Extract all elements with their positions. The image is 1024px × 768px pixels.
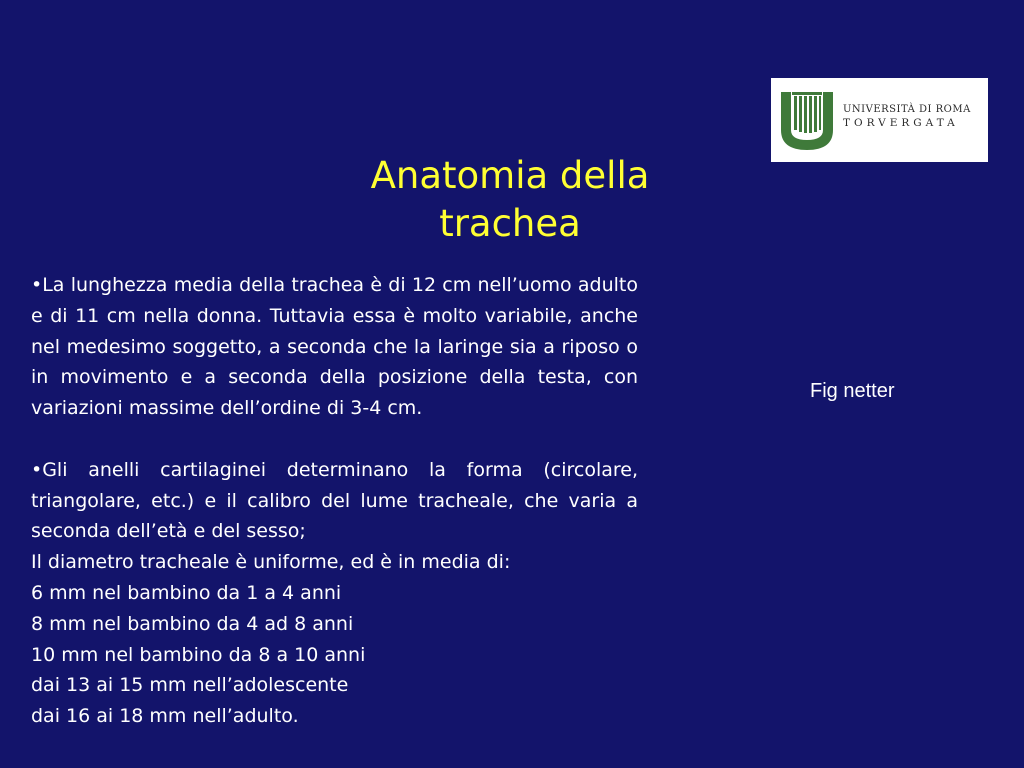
diameter-item: 6 mm nel bambino da 1 a 4 anni (31, 581, 342, 604)
body-text (31, 270, 638, 732)
paragraph-length: •La lunghezza media della trachea è di 12 cm nell’uomo adulto e di 11 cm nella donna. Tuttavia essa è molto variabile, anche nel medesimo soggetto, a seconda che la laringe sia a riposo o in movimento e a seconda della posizione della testa, con variazioni massime dell’ordine di 3-4 cm. (31, 274, 638, 420)
diameter-intro: Il diametro tracheale è uniforme, ed è in media di: (31, 551, 511, 574)
figure-caption: Fig netter (810, 380, 895, 402)
paragraph-spacer (31, 424, 638, 455)
diameter-item: 8 mm nel bambino da 4 ad 8 anni (31, 612, 354, 635)
title-line-2: trachea (439, 202, 581, 245)
logo-campus-name: TORVERGATA (843, 117, 959, 129)
logo-text (843, 103, 983, 130)
paragraph-rings: •Gli anelli cartilaginei determinano la forma (circolare, triangolare, etc.) e il calibro del lume tracheale, che varia a seconda dell’età e del sesso; (31, 458, 638, 543)
title-line-1: Anatomia della (370, 154, 650, 197)
university-emblem-icon (775, 86, 839, 154)
diameter-item: dai 13 ai 15 mm nell’adolescente (31, 674, 349, 697)
logo-university-name: UNIVERSITÀ DI ROMA (843, 104, 971, 115)
diameter-item: dai 16 ai 18 mm nell’adulto. (31, 705, 299, 728)
slide-title (330, 152, 690, 248)
university-logo (771, 78, 988, 162)
diameter-item: 10 mm nel bambino da 8 a 10 anni (31, 643, 366, 666)
